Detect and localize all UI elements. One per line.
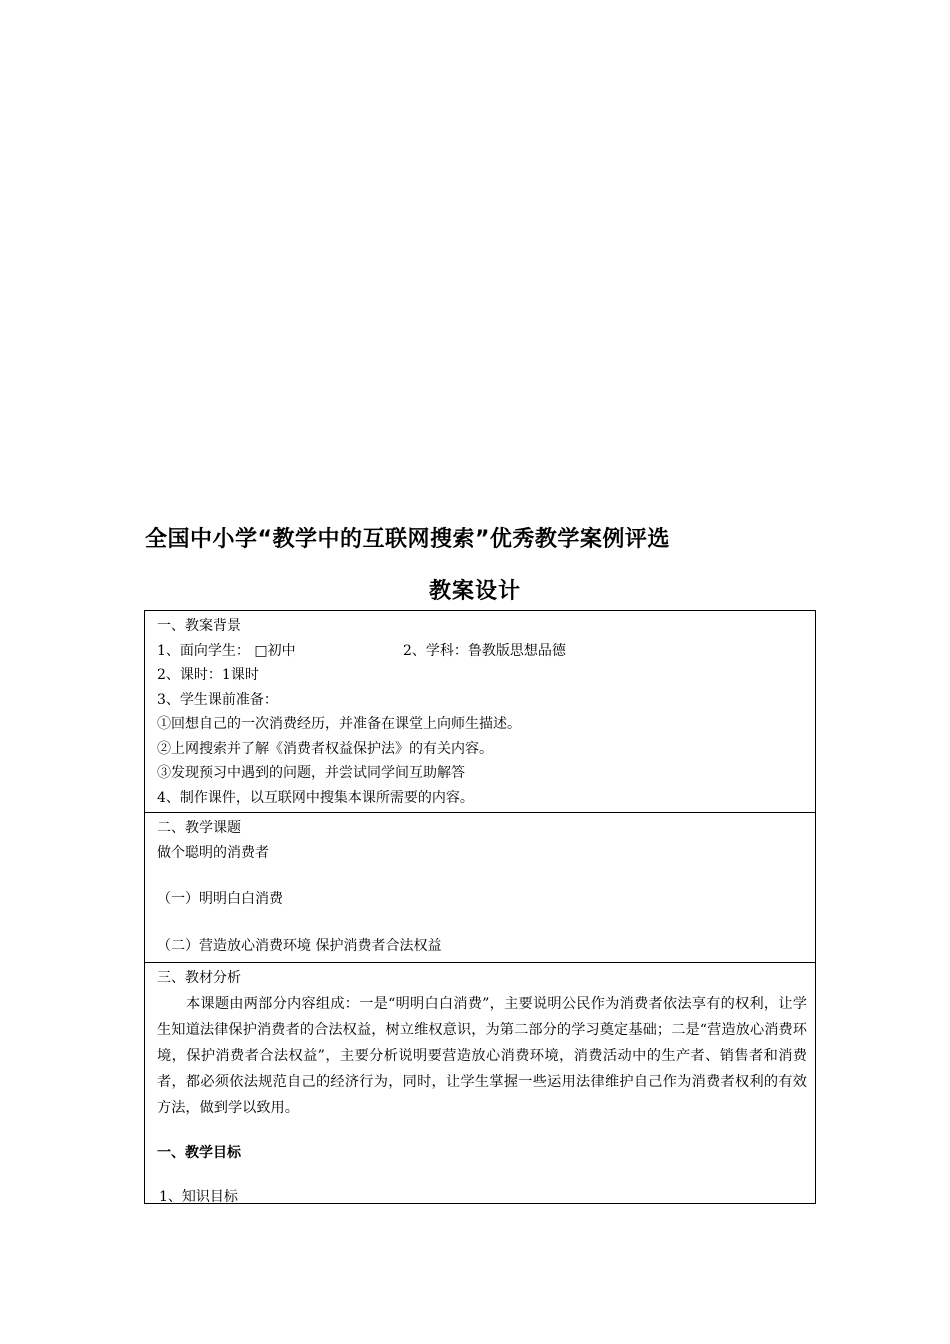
lesson-plan-table — [144, 610, 816, 1204]
section-background — [145, 611, 815, 813]
students-subject-row — [157, 639, 807, 664]
target-students: 1、面向学生： □初中 — [157, 642, 296, 659]
document-subtitle: 教案设计 — [428, 579, 521, 604]
prep-item: ①回想自己的一次消费经历，并准备在课堂上向师生描述。 — [157, 716, 521, 732]
topic-title: 做个聪明的消费者 — [157, 844, 269, 861]
section-analysis — [145, 963, 815, 1203]
knowledge-goal: 1、知识目标 — [159, 1189, 238, 1205]
topic-part-1: （一）明明白白消费 — [157, 891, 283, 907]
class-hours: 2、课时：1课时 — [157, 667, 259, 683]
analysis-paragraph: 本课题由两部分内容组成：一是“明明白白消费”，主要说明公民作为消费者依法享有的权利，让学生知道法律保护消费者的合法权益，树立维权意识，为第二部分的学习奠定基础；二是“营造放心消费环境，保护消费者合法权益”，主要分析说明要营造放心消费环境，消费活动中的生产者、销售者和消费者，都必须依法规范自己的经济行为，同时，让学生掌握一些运用法律维护自己作为消费者权利的有效方法，做到学以致用。 — [157, 995, 807, 1116]
prep-item: ②上网搜索并了解《消费者权益保护法》的有关内容。 — [157, 740, 493, 757]
prep-item: ③发现预习中遇到的问题，并尝试同学间互助解答 — [157, 765, 465, 781]
courseware-note: 4、制作课件，以互联网中搜集本课所需要的内容。 — [157, 789, 474, 806]
prep-heading: 3、学生课前准备： — [157, 691, 278, 708]
analysis-heading: 三、教材分析 — [157, 970, 241, 986]
topic-heading: 二、教学课题 — [157, 820, 241, 836]
subject: 2、学科：鲁教版思想品德 — [403, 642, 566, 659]
topic-part-2: （二）营造放心消费环境 保护消费者合法权益 — [157, 937, 442, 954]
document-title: 全国中小学“教学中的互联网搜索”优秀教学案例评选 — [145, 527, 670, 552]
background-heading: 一、教案背景 — [157, 618, 241, 634]
goals-heading: 一、教学目标 — [157, 1144, 241, 1161]
section-topic — [145, 813, 815, 963]
